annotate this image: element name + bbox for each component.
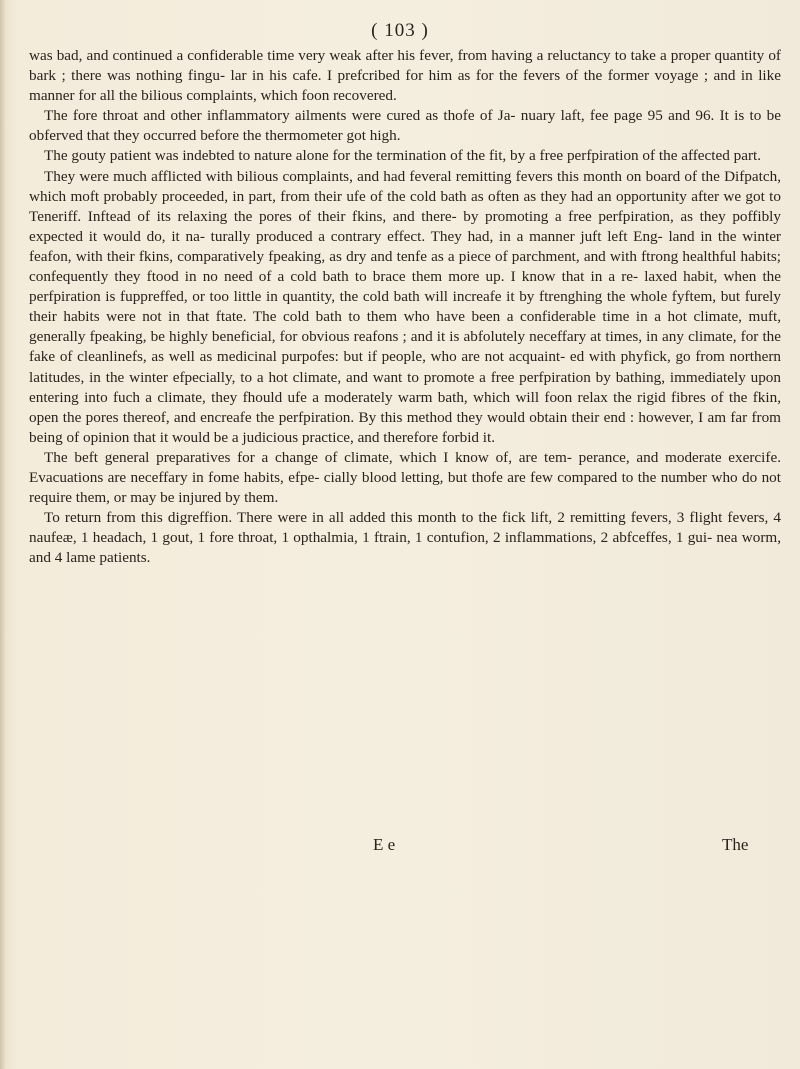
catchword: The xyxy=(722,835,749,854)
page-number-header: ( 103 ) xyxy=(371,20,429,41)
paragraph-sore-throat: The fore throat and other inflammatory ailments were cured as thofe of Ja- nuary laft, fee page 95 and 96. It is to be obferved that they occurred before the thermometer got high. xyxy=(29,107,781,145)
body-text xyxy=(29,46,781,568)
page-footer xyxy=(0,835,800,859)
paragraph-gouty-patient: The gouty patient was indebted to nature alone for the termination of the fit, by a free perfpiration of the affected part. xyxy=(44,147,762,165)
paragraph-preparatives: The beft general preparatives for a change of climate, which I know of, are tem- perance, and moderate exercife. Evacuations are neceffary in fome habits, efpe- cially blood letting, but thofe are few compared to the number who do not require them, or may be injured by them. xyxy=(29,448,781,507)
signature-mark: E e xyxy=(373,835,396,854)
paragraph-continuation: was bad, and continued a confiderable time very weak after his fever, from having a reluctancy to take a proper quantity of bark ; there was nothing fingu- lar in his cafe. I prefcribed for him as for the fevers of the former voyage ; and in like manner for all the bilious complaints, which foon recovered. xyxy=(29,47,781,105)
paragraph-sick-list: To return from this digreffion. There were in all added this month to the fick lift, 2 remitting fevers, 3 flight fevers, 4 naufeæ, 1 headach, 1 gout, 1 fore throat, 1 opthalmia, 1 ftrain, 1 contufion, 2 inflammations, 2 abfceffes, 1 gui- nea worm, and 4 lame patients. xyxy=(29,509,781,567)
page-gutter xyxy=(0,0,6,1069)
paragraph-cold-bath: They were much afflicted with bilious complaints, and had feveral remitting fevers this month on board of the Difpatch, which moft probably proceeded, in part, from their ufe of the cold bath as often as they had an opportunity after we got to Teneriff. Inftead of its relaxing the pores of their fkins, and there- by promoting a free perfpiration, as they poffibly expected it would do, it na- turally produced a contrary effect. They had, in a manner juft left Eng- land in the winter feafon, with their fkins, comparatively fpeaking, as dry and tenfe as a piece of parchment, and with ftrong healthful habits; confequently they ftood in no need of a cold bath to brace them more up. I know that in a re- laxed habit, when the perfpiration is fuppreffed, or too little in quantity, the cold bath will increafe it by ftrenghing the whole fyftem, but furely their habits were not in that ftate. The cold bath to them who have been a confiderable time in a hot climate, muft, generally fpeaking, be highly beneficial, for obvious reafons ; and it is abfolutely neceffary at times, in any climate, for the fake of cleanlinefs, as well as medicinal purpofes: but if people, who are not acquaint- ed with phyfick, go from northern latitudes, in the winter efpecially, to a hot climate, and want to promote a free perfpiration by bathing, immediately upon entering into fuch a climate, they fhould ufe a moderately warm bath, which will foon relax the rigid fibres of the fkin, open the pores thereof, and encreafe the perfpiration. By this method they would obtain their end : however, I am far from being of opinion that it would be a judicious practice, and therefore forbid it. xyxy=(29,167,781,446)
